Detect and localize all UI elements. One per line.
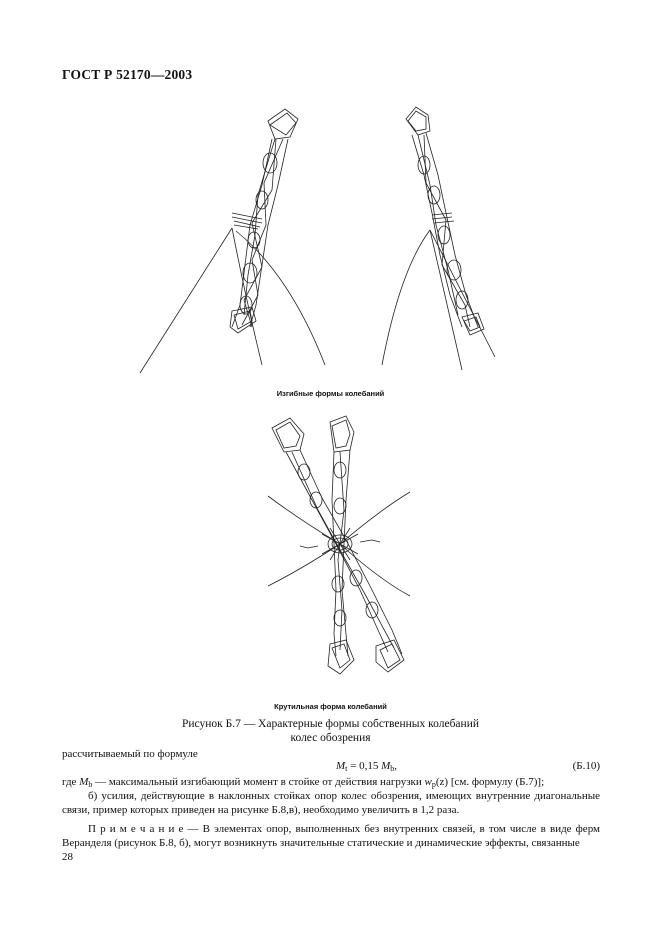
note-paragraph: П р и м е ч а н и е — В элементах опор, выполненных без внутренних связей, в том числе в виде ферм Веранделя (рисунок Б.8, б), могут возникнуть значительные статические и динамические эффекты, связанные: [62, 823, 600, 850]
bending-modes-figure: [0, 95, 661, 395]
right-tower-guy-line: [430, 230, 495, 357]
paragraph-b: б) усилия, действующие в наклонных стойках опор колес обозрения, имеющих внутренние диагональные связи, пример которых приведен на рисунке Б.8,в), необходимо увеличить в 1,2 раза.: [62, 790, 600, 817]
page-number: 28: [62, 851, 73, 863]
right-tower-frame: [406, 107, 484, 335]
standard-header: ГОСТ Р 52170—2003: [62, 67, 193, 82]
formula-intro: рассчитываемый по формуле: [62, 748, 198, 760]
torsion-guy-line: [340, 492, 410, 544]
left-tower-frame: [230, 109, 298, 333]
torsion-guy-line: [340, 544, 410, 596]
where-paragraph: где $M_b$ — максимальный изгибающий момент в стойке от действия нагрузки $w_p(z)$ [см. формулу (Б.7)];: [62, 776, 545, 789]
left-tower-guy-line: [140, 228, 232, 373]
figure-caption-line2: колес обозрения: [290, 732, 371, 744]
figure-caption-line1: Рисунок Б.7 — Характерные формы собственных колебаний: [181, 718, 480, 730]
figure-caption: [0, 717, 661, 745]
formula: $M_t = 0,15$ $M_b$,: [336, 760, 398, 773]
right-tower-guy-line: [430, 230, 462, 370]
bending-modes-label: Изгибные формы колебаний: [276, 389, 385, 398]
equation-number: (Б.10): [572, 760, 600, 772]
right-tower-guy-line: [382, 230, 430, 365]
torsion-guy-line: [268, 496, 340, 544]
torsional-mode-label: Крутильная форма колебаний: [274, 702, 387, 711]
note-label: П р и м е ч а н и е: [88, 823, 184, 835]
torsional-mode-figure: [0, 410, 661, 700]
